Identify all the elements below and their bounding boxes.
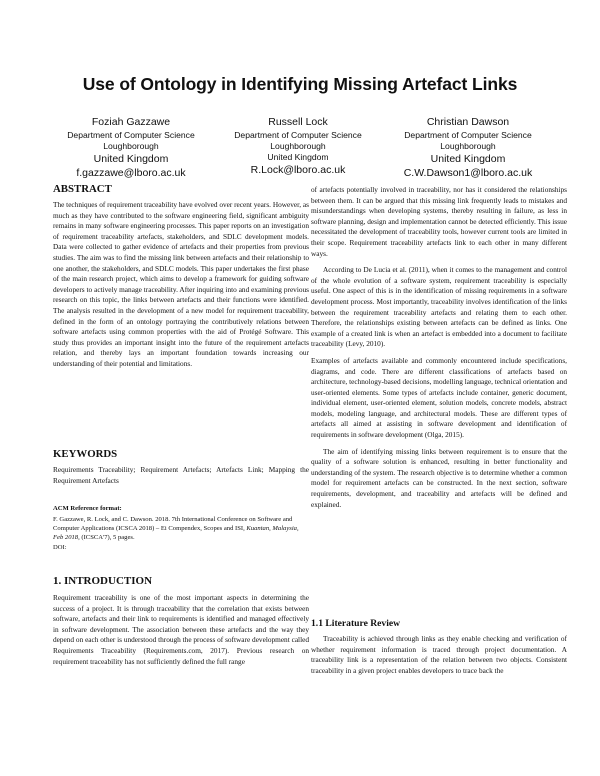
introduction-paragraph: Requirement traceability is one of the most important aspects in determining the success of a project. It is through traceability that the correlation that exists between software, artefacts and their link to requirements is identified and managed effectively in software development. The association between these artefacts and the way they depend on each other is understood through the process of software development called Requirements Traceability (Requirements.com, 2017). Previous research on requirement traceability has not sufficiently defined the full range bbox=[53, 593, 309, 666]
abstract-section bbox=[53, 182, 309, 376]
author-block-3 bbox=[383, 115, 553, 180]
author-dept: Department of Computer Science bbox=[234, 130, 362, 140]
author-city: Loughborough bbox=[270, 141, 326, 151]
acm-venue: Kuantan, Malaysia, Feb 2018, bbox=[53, 525, 299, 542]
paragraph: Traceability is achieved through links as they enable checking and verification of whether requirement information is traced through project documentation. A traceability link is a representation of the relation between two objects. Consistent traceability in a given project enables developers to trace back the bbox=[311, 634, 567, 675]
author-country: United Kingdom bbox=[93, 153, 169, 165]
author-name: Russell Lock bbox=[268, 116, 328, 128]
paragraph: The aim of identifying missing links between requirement is to ensure that the quality of a software solution is enhanced, resulting in better functionality and understanding of the system. The research objective is to determine whether a common model for requirement artefacts can be constructed. In the next section, software requirements, development, and traceability and artefacts will be defined and explained. bbox=[311, 446, 567, 509]
acm-doi: DOI: bbox=[53, 543, 67, 551]
author-email: C.W.Dawson1@lboro.ac.uk bbox=[403, 167, 533, 179]
abstract-text: The techniques of requirement traceability have evolved over recent years. However, as much as they have contributed to the software engineering field, significant ambiguity remains in many software engineering processes. This paper reports on an investigation of requirement traceability artefacts, stakeholders, and SDLC development models. Data were collected to gather evidence of artefacts and their properties from previous studies. The aim was to find the missing link between artefacts and their relationship to one another, the stakeholders, and SDLC models. This paper undertakes the first phase of the main research project, which aims to develop a framework for guiding software developers to actively manage traceability. After inquiring into and examining previous research on this topic, the links between artefacts and their functions were identified. The analysis resulted in the development of a new model for requirement traceability, defined in the form of an ontology portraying the contributively relations between software artefacts using common properties with the aid of Protégé Software. This study thus provides an important insight into the future of the requirement artefacts relation, and thereby lays an important foundation towards increasing our understanding of their potential and limitations. bbox=[53, 200, 309, 368]
author-block-1 bbox=[46, 115, 216, 180]
paragraph: Examples of artefacts available and commonly encountered include specifications, diagrams, and code. There are different classifications of artefacts based on architecture, technology-based decisions, modelling language, technical orientation and user-oriented elements. Some types of artefacts include container, generic document, individual element, user-oriented element, solution models, concrete models, abstract models, modeling language, and architectural models. These are different types of artefacts all aimed at assisting in software development and identification of requirements in software development (Olga, 2015). bbox=[311, 355, 567, 440]
right-text-block bbox=[311, 185, 567, 516]
author-country: United Kingdom bbox=[430, 153, 506, 165]
author-name: Christian Dawson bbox=[426, 116, 510, 128]
author-dept: Department of Computer Science bbox=[404, 130, 532, 140]
keywords-section bbox=[53, 447, 309, 492]
literature-review-section bbox=[311, 617, 567, 682]
paper-title: Use of Ontology in Identifying Missing Artefact Links bbox=[82, 74, 518, 94]
acm-line-end: (ICSCA'7), 5 pages. bbox=[81, 534, 135, 542]
author-email: f.gazzawe@lboro.ac.uk bbox=[76, 167, 186, 179]
acm-citation bbox=[53, 515, 309, 543]
introduction-heading: 1. INTRODUCTION bbox=[53, 575, 153, 587]
acm-reference bbox=[53, 504, 309, 552]
keywords-heading: KEYWORDS bbox=[53, 448, 118, 460]
abstract-heading: ABSTRACT bbox=[53, 183, 112, 195]
author-city: Loughborough bbox=[440, 141, 496, 151]
author-country: United Kingdom bbox=[267, 152, 329, 162]
keywords-text: Requirements Traceability; Requirement Artefacts; Artefacts Link; Mapping the Requirement Artefacts bbox=[53, 465, 309, 485]
literature-review-heading: 1.1 Literature Review bbox=[311, 618, 401, 629]
acm-heading: ACM Reference format: bbox=[53, 505, 122, 512]
author-block-2 bbox=[213, 115, 383, 177]
author-name: Foziah Gazzawe bbox=[91, 116, 171, 128]
acm-line: F. Gazzawe, R. Lock, and C. Dawson. 2018. 7th International Conference on Software and Computer Applications (ICSCA 2018) – Ei Compendex, Scopes and ISI, bbox=[53, 516, 293, 533]
author-email: R.Lock@lboro.ac.uk bbox=[250, 164, 346, 176]
introduction-section bbox=[53, 574, 309, 673]
paragraph: of artefacts potentially involved in traceability, nor has it considered the relationships between them. It can be argued that this missing link frequently leads to mistakes and misunderstandings when developing systems, thereby resulting in failure, as less in software planning, design and implementation cannot be detected efficiently. This issue necessitated the development of traceability tools, however current tools are limited in their scope. Requirement traceability artefacts link to each other in many different ways. bbox=[311, 185, 567, 258]
paragraph: According to De Lucia et al. (2011), when it comes to the management and control of the whole evolution of a software system, requirement traceability is especially useful. One aspect of this is in the identification of missing requirements in a software development process. Most importantly, traceability involves identification of the links between the requirement traceability artefacts and relating them to each other. Therefore, the relationships existing between artefacts can be defined as links. One example of a created link is when an artefact is embedded into a document to facilitate traceability (Levy, 2010). bbox=[311, 265, 567, 349]
author-dept: Department of Computer Science bbox=[67, 130, 195, 140]
author-city: Loughborough bbox=[103, 141, 159, 151]
